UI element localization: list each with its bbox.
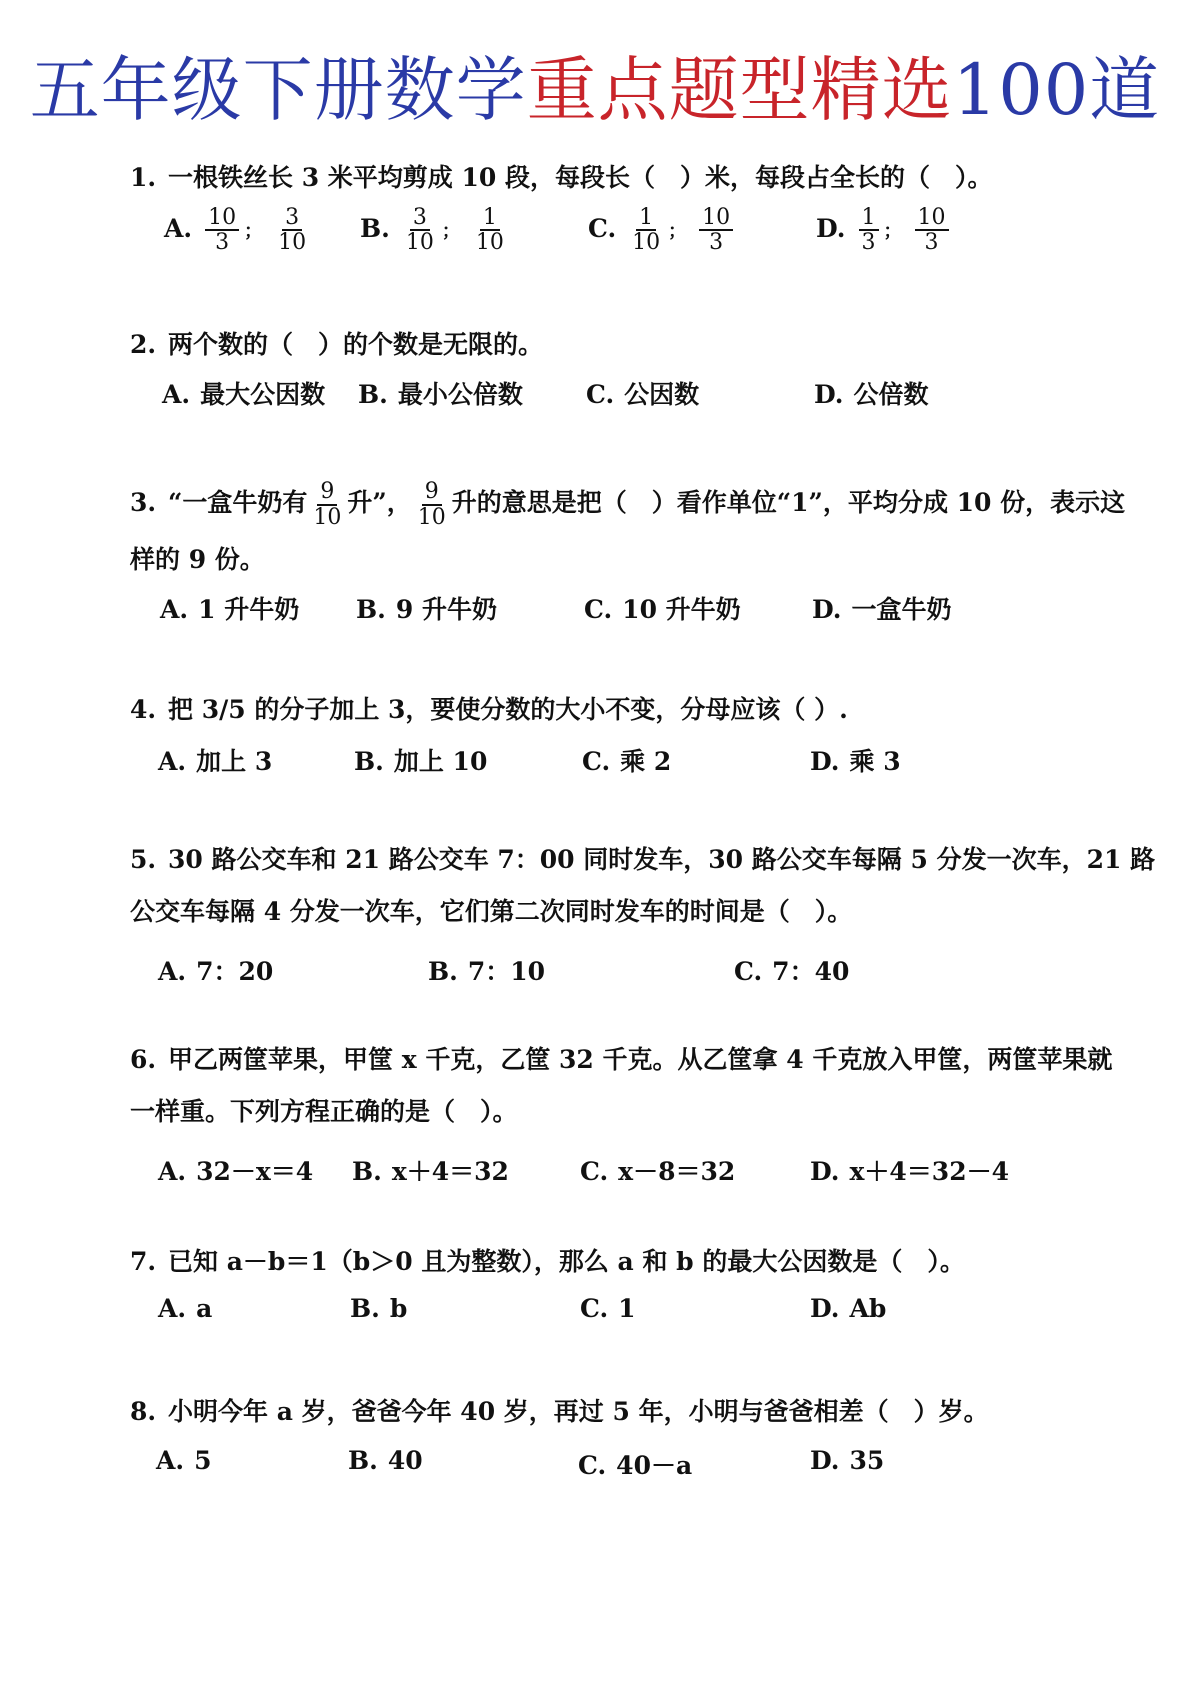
option-c[interactable] bbox=[584, 590, 741, 626]
question-7-stem bbox=[130, 1242, 1090, 1282]
option-label: C. bbox=[580, 1157, 609, 1186]
option-d[interactable] bbox=[810, 1152, 1009, 1188]
question-6-options bbox=[130, 1152, 1090, 1212]
option-d[interactable] bbox=[810, 1294, 886, 1323]
question-4-options bbox=[130, 742, 1090, 802]
question-text: 小明今年 a 岁，爸爸今年 40 岁，再过 5 年，小明与爸爸相差（ ）岁。 bbox=[168, 1397, 989, 1426]
option-text: Ab bbox=[849, 1294, 887, 1323]
question-5-stem bbox=[130, 840, 1156, 880]
question-3-options bbox=[130, 590, 1090, 650]
option-b[interactable] bbox=[350, 1294, 407, 1323]
question-number: 6. bbox=[130, 1045, 157, 1074]
option-b[interactable] bbox=[352, 1152, 509, 1188]
option-label: A. bbox=[162, 380, 191, 409]
question-text: 公交车每隔 4 分发一次车，它们第二次同时发车的时间是（ ）。 bbox=[130, 897, 853, 926]
option-text: b bbox=[389, 1294, 408, 1323]
option-text: 加上 3 bbox=[196, 747, 273, 776]
option-text: 最小公倍数 bbox=[397, 380, 523, 409]
fraction: $\frac{1}{3}$ bbox=[859, 206, 879, 254]
question-number: 3. bbox=[130, 488, 157, 517]
option-text: 10 升牛奶 bbox=[622, 595, 741, 624]
question-5-continuation bbox=[130, 892, 852, 932]
question-8-stem bbox=[130, 1392, 1090, 1432]
option-label: D. bbox=[814, 380, 844, 409]
option-a[interactable] bbox=[162, 375, 325, 411]
option-b[interactable]: B. $\frac{3}{10}$ ； $\frac{1}{10}$ bbox=[360, 206, 510, 254]
question-text-part-3: 升的意思是把（ ）看作单位“1”，平均分成 10 份，表示这 bbox=[451, 488, 1126, 517]
option-label: B. bbox=[352, 1157, 382, 1186]
question-text: 两个数的（ ）的个数是无限的。 bbox=[168, 330, 544, 359]
question-1-stem bbox=[130, 158, 1090, 198]
fraction: $\frac{10}{3}$ bbox=[205, 206, 239, 254]
option-label: C. bbox=[734, 957, 763, 986]
question-2-stem bbox=[130, 325, 1090, 365]
fraction: $\frac{3}{10}$ bbox=[278, 205, 307, 256]
option-label: C. bbox=[588, 213, 617, 243]
option-label: B. bbox=[360, 213, 390, 243]
fraction: $\frac{1}{10}$ bbox=[475, 205, 504, 256]
option-a[interactable] bbox=[158, 1152, 313, 1188]
option-text: 一盒牛奶 bbox=[851, 595, 952, 624]
fraction: $\frac{9}{10}$ bbox=[313, 479, 342, 530]
option-a[interactable] bbox=[160, 590, 299, 626]
option-b[interactable] bbox=[348, 1446, 423, 1475]
option-text: x－8＝32 bbox=[618, 1157, 736, 1186]
title-part-grade: 五年级下册数学 bbox=[29, 49, 527, 131]
question-number: 8. bbox=[130, 1397, 157, 1426]
option-text: 乘 3 bbox=[849, 747, 901, 776]
question-4-stem bbox=[130, 690, 1090, 730]
question-7-options bbox=[130, 1294, 1090, 1354]
option-a[interactable] bbox=[156, 1446, 212, 1475]
option-label: C. bbox=[578, 1451, 607, 1480]
option-c[interactable]: C. $\frac{1}{10}$ ； $\frac{10}{3}$ bbox=[588, 206, 736, 254]
option-text: a bbox=[196, 1294, 213, 1323]
title-part-count: 100道 bbox=[952, 49, 1161, 131]
question-1-options bbox=[130, 206, 1090, 266]
option-c[interactable] bbox=[578, 1446, 692, 1482]
option-text: 7：20 bbox=[196, 957, 274, 986]
option-label: B. bbox=[356, 595, 386, 624]
option-a[interactable] bbox=[158, 1294, 212, 1323]
option-text: 公倍数 bbox=[853, 380, 929, 409]
option-text: 7：10 bbox=[467, 957, 546, 986]
fraction: $\frac{1}{10}$ bbox=[632, 205, 661, 256]
option-c[interactable] bbox=[580, 1294, 636, 1323]
option-label: A. bbox=[158, 1157, 187, 1186]
option-label: A. bbox=[160, 595, 189, 624]
question-number: 1. bbox=[130, 163, 157, 192]
option-label: B. bbox=[428, 957, 458, 986]
option-d[interactable] bbox=[812, 590, 952, 626]
option-label: A. bbox=[158, 1294, 187, 1323]
question-6-stem bbox=[130, 1040, 1113, 1080]
question-text: 甲乙两筐苹果，甲筐 x 千克，乙筐 32 千克。从乙筐拿 4 千克放入甲筐，两筐苹果就 bbox=[168, 1045, 1113, 1074]
option-text: 9 升牛奶 bbox=[395, 595, 497, 624]
question-3 bbox=[130, 474, 1126, 624]
fraction: $\frac{10}{3}$ bbox=[915, 206, 949, 254]
question-5-options bbox=[130, 952, 1090, 1012]
question-number: 4. bbox=[130, 695, 157, 724]
question-4 bbox=[130, 690, 1090, 776]
question-text: 一根铁丝长 3 米平均剪成 10 段，每段长（ ）米，每段占全长的（ ）。 bbox=[168, 163, 993, 192]
option-label: D. bbox=[810, 747, 840, 776]
option-label: B. bbox=[348, 1446, 378, 1475]
option-label: C. bbox=[584, 595, 613, 624]
option-label: D. bbox=[810, 1446, 840, 1475]
option-label: A. bbox=[158, 747, 187, 776]
page-title bbox=[0, 48, 1190, 132]
option-label: C. bbox=[582, 747, 611, 776]
option-label: C. bbox=[586, 380, 615, 409]
option-c[interactable] bbox=[586, 375, 699, 411]
option-text: 最大公因数 bbox=[200, 380, 326, 409]
question-8-options bbox=[130, 1446, 1090, 1506]
option-text: 乘 2 bbox=[620, 747, 672, 776]
question-6 bbox=[130, 1040, 1113, 1186]
option-b[interactable] bbox=[356, 590, 497, 626]
option-a[interactable]: A. $\frac{10}{3}$ ； $\frac{3}{10}$ bbox=[164, 206, 312, 254]
option-label: A. bbox=[156, 1446, 185, 1475]
option-text: 40 bbox=[387, 1446, 423, 1475]
option-d[interactable] bbox=[810, 742, 901, 778]
question-3-stem bbox=[130, 474, 1126, 532]
question-2 bbox=[130, 325, 1090, 409]
question-5 bbox=[130, 840, 1156, 986]
option-a[interactable] bbox=[158, 952, 273, 988]
option-text: 40－a bbox=[616, 1451, 693, 1480]
question-1 bbox=[130, 158, 1090, 256]
option-text: 5 bbox=[194, 1446, 212, 1475]
title-part-topic: 重点题型精选 bbox=[526, 49, 953, 131]
question-text: 样的 9 份。 bbox=[130, 545, 265, 574]
question-text: 已知 a－b＝1（b＞0 且为整数），那么 a 和 b 的最大公因数是（ ）。 bbox=[168, 1247, 965, 1276]
option-d[interactable] bbox=[814, 375, 929, 411]
question-6-continuation bbox=[130, 1092, 518, 1132]
option-label: B. bbox=[358, 380, 388, 409]
option-text: x＋4＝32－4 bbox=[849, 1157, 1009, 1186]
option-c[interactable] bbox=[580, 1152, 735, 1188]
option-b[interactable] bbox=[428, 952, 545, 988]
option-d[interactable]: D. $\frac{1}{3}$ ； $\frac{10}{3}$ bbox=[816, 206, 952, 254]
option-text: x＋4＝32 bbox=[391, 1157, 509, 1186]
fraction: $\frac{3}{10}$ bbox=[405, 205, 434, 256]
option-label: D. bbox=[816, 213, 846, 243]
question-text: 30 路公交车和 21 路公交车 7：00 同时发车，30 路公交车每隔 5 分发一次车，21 路 bbox=[168, 845, 1156, 874]
question-2-options bbox=[130, 375, 1090, 435]
question-text-part-2: 升”， bbox=[347, 488, 412, 517]
fraction: $\frac{9}{10}$ bbox=[417, 479, 446, 530]
option-label: C. bbox=[580, 1294, 609, 1323]
option-text: 7：40 bbox=[772, 957, 850, 986]
option-text: 32－x＝4 bbox=[196, 1157, 314, 1186]
question-3-continuation bbox=[130, 540, 265, 580]
option-label: A. bbox=[158, 957, 187, 986]
question-number: 2. bbox=[130, 330, 157, 359]
option-text: 1 bbox=[618, 1294, 636, 1323]
question-8 bbox=[130, 1392, 1090, 1480]
option-label: B. bbox=[354, 747, 384, 776]
option-d[interactable] bbox=[810, 1446, 884, 1475]
option-text: 1 升牛奶 bbox=[198, 595, 300, 624]
option-b[interactable] bbox=[354, 742, 487, 778]
question-text-part-1: “一盒牛奶有 bbox=[168, 488, 308, 517]
option-text: 加上 10 bbox=[393, 747, 488, 776]
option-a[interactable] bbox=[158, 742, 272, 778]
option-text: 35 bbox=[849, 1446, 885, 1475]
option-b[interactable] bbox=[358, 375, 523, 411]
question-7 bbox=[130, 1242, 1090, 1323]
option-label: A. bbox=[164, 213, 193, 243]
option-text: 公因数 bbox=[624, 380, 700, 409]
question-number: 7. bbox=[130, 1247, 157, 1276]
option-c[interactable] bbox=[582, 742, 671, 778]
option-label: D. bbox=[812, 595, 842, 624]
option-label: D. bbox=[810, 1157, 840, 1186]
question-number: 5. bbox=[130, 845, 157, 874]
question-text: 把 3/5 的分子加上 3，要使分数的大小不变，分母应该（ ）. bbox=[168, 695, 848, 724]
fraction: $\frac{10}{3}$ bbox=[699, 206, 733, 254]
option-label: D. bbox=[810, 1294, 840, 1323]
option-label: B. bbox=[350, 1294, 380, 1323]
option-c[interactable] bbox=[734, 952, 849, 988]
question-text: 一样重。下列方程正确的是（ ）。 bbox=[130, 1097, 518, 1126]
